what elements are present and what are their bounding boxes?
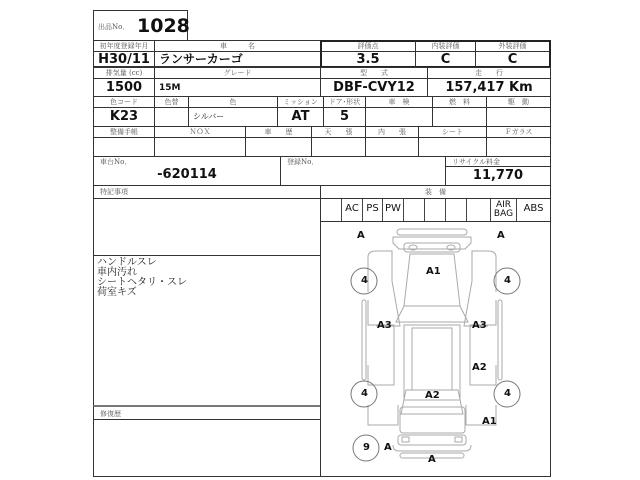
remarks-notes	[93, 255, 321, 406]
equipment-row	[320, 198, 551, 222]
history-label: 車 歴	[245, 126, 312, 138]
note-line: 車内汚れ	[97, 267, 137, 278]
note-line: 荷室キズ	[97, 287, 137, 298]
note-line: ハンドルスレ	[97, 257, 157, 268]
equip-blank	[404, 199, 425, 221]
maintenance-record-value	[93, 137, 155, 157]
damage-mark: A	[428, 454, 436, 465]
mileage-label: 走 行	[427, 67, 551, 79]
remarks-label: 特記事項	[93, 185, 321, 199]
equipment-label: 装 備	[320, 185, 551, 199]
equip-pw: PW	[383, 199, 404, 221]
ceiling-label: 天 張	[311, 126, 366, 138]
equip-abs: ABS	[523, 203, 544, 214]
equip-blank	[321, 199, 342, 221]
color-code-label: 色コード	[93, 96, 155, 108]
note-line: シートヘタリ・スレ	[97, 277, 187, 288]
ceiling-value	[311, 137, 366, 157]
front-glass-value	[486, 137, 551, 157]
spare-tire-mark: 9	[363, 442, 370, 453]
color-change-value	[154, 107, 189, 127]
damage-mark: A	[357, 230, 365, 241]
color-value: シルバー	[188, 107, 278, 127]
fuel-label: 燃 料	[432, 96, 487, 108]
reg-date-label: 初年度登録年月	[93, 40, 155, 52]
grade-label: グレード	[154, 67, 321, 79]
car-name-value: ランサーカーゴ	[154, 51, 321, 67]
lot-number-label: 出品No．	[98, 23, 130, 31]
tire-tread-mark: 4	[361, 275, 368, 286]
equip-airbag: AIR BAG	[491, 199, 517, 221]
reg-date-value: H30/11	[93, 51, 155, 67]
nox-label: ＮＯＸ	[154, 126, 246, 138]
grade-value: 15M	[154, 78, 321, 97]
lot-number-value: 1028	[137, 15, 190, 37]
exterior-grade-value: C	[507, 52, 518, 67]
interior-trim-value	[365, 137, 419, 157]
drive-value	[486, 107, 551, 127]
inspection-label: 車 検	[365, 96, 433, 108]
fuel-value	[432, 107, 487, 127]
model-value: DBF-CVY12	[320, 78, 428, 97]
damage-mark: A3	[472, 320, 487, 331]
nox-value	[154, 137, 246, 157]
damage-mark: A	[384, 442, 392, 453]
displacement-value: 1500	[93, 78, 155, 97]
score-value: 3.5	[321, 52, 416, 67]
chassis-number-label: 車台No．	[93, 156, 281, 167]
mission-label: ミッション	[277, 96, 324, 108]
interior-grade-label: 内装評価	[416, 41, 476, 52]
car-name-label: 車 名	[154, 40, 321, 52]
damage-mark: A3	[377, 320, 392, 331]
color-label: 色	[188, 96, 278, 108]
equip-blank	[446, 199, 467, 221]
registration-number-value	[280, 166, 446, 186]
damage-mark: A	[497, 230, 505, 241]
model-label: 型 式	[320, 67, 428, 79]
repair-history-label: 修復歴	[93, 405, 321, 420]
color-change-label: 色替	[154, 96, 189, 108]
exterior-grade-label: 外装評価	[476, 41, 549, 52]
maintenance-record-label: 整備手帳	[93, 126, 155, 138]
damage-mark: A1	[482, 416, 497, 427]
door-label: ドア･形状	[323, 96, 366, 108]
front-glass-label: Ｆガラス	[486, 126, 551, 138]
color-code-value: K23	[93, 107, 155, 127]
seat-label: シート	[418, 126, 487, 138]
tire-tread-mark: 4	[361, 388, 368, 399]
damage-mark: A2	[425, 390, 440, 401]
lot-number-box	[93, 10, 188, 41]
inspection-value	[365, 107, 433, 127]
damage-diagram	[320, 221, 551, 477]
damage-mark: A1	[426, 266, 441, 277]
chassis-number-value: -620114	[93, 166, 281, 186]
remarks-area	[93, 198, 321, 256]
equip-ps: PS	[363, 199, 383, 221]
seat-value	[418, 137, 487, 157]
door-value: 5	[323, 107, 366, 127]
mission-value: AT	[277, 107, 324, 127]
equip-blank	[425, 199, 446, 221]
registration-number-label: 登録No．	[280, 156, 446, 167]
displacement-label: 排気量 (cc)	[93, 67, 155, 79]
interior-trim-label: 内 張	[365, 126, 419, 138]
drive-label: 駆 動	[486, 96, 551, 108]
equip-blank	[467, 199, 491, 221]
tire-tread-mark: 4	[504, 275, 511, 286]
tire-tread-mark: 4	[504, 388, 511, 399]
score-label: 評価点	[321, 41, 416, 52]
recycle-fee-label: リサイクル料金	[445, 156, 551, 167]
equip-ac: AC	[342, 199, 363, 221]
interior-grade-value: C	[416, 52, 476, 67]
mileage-value: 157,417 Km	[427, 78, 551, 97]
repair-history-area	[93, 419, 321, 477]
car-outline-icon	[320, 221, 551, 477]
recycle-fee-value: 11,770	[445, 166, 551, 186]
damage-mark: A2	[472, 362, 487, 373]
history-value	[245, 137, 312, 157]
